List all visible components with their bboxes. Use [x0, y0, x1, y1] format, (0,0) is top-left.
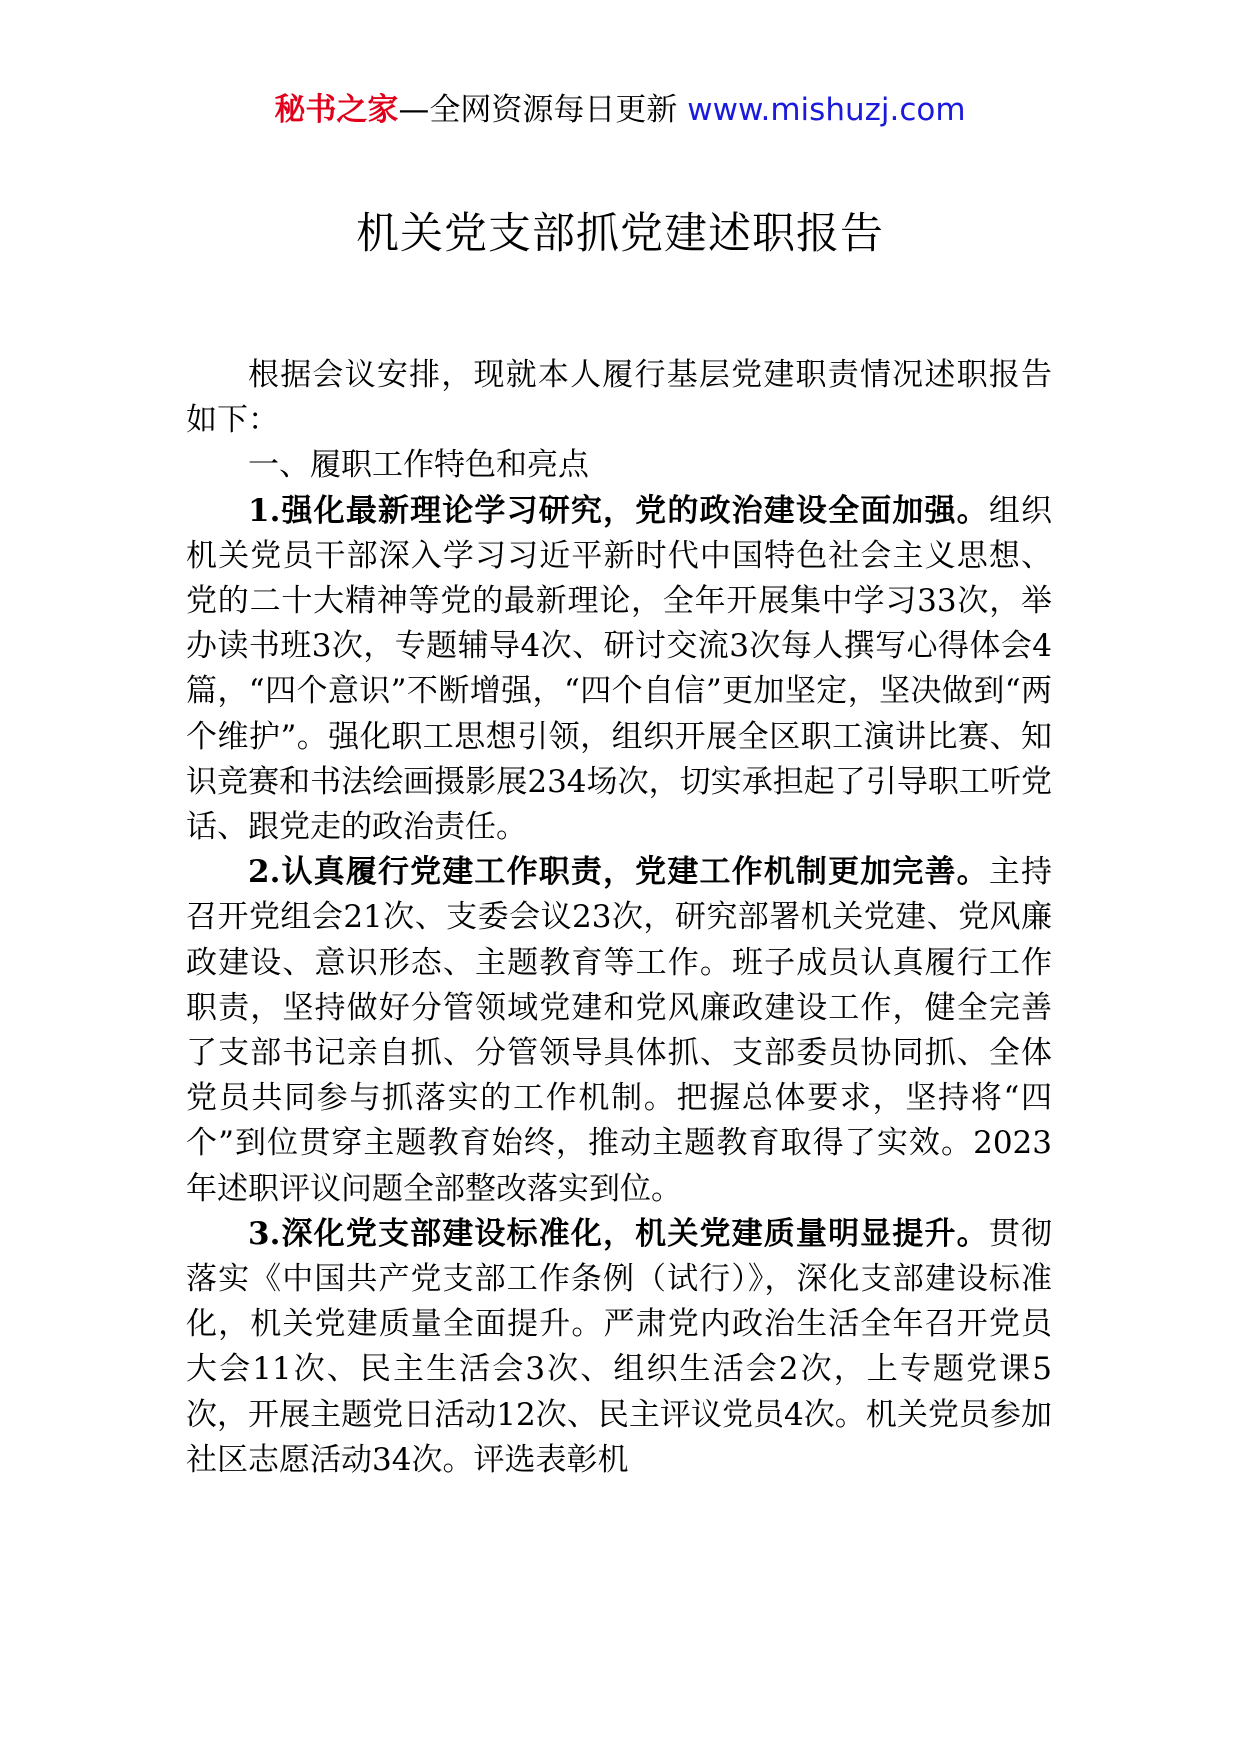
header-url-link[interactable]: www.mishuzj.com — [687, 92, 966, 128]
item-lead-1: 1.强化最新理论学习研究，党的政治建设全面加强。 — [248, 492, 989, 529]
item-lead-2: 2.认真履行党建工作职责，党建工作机制更加完善。 — [248, 854, 989, 891]
item-text-2: 主持召开党组会21次、支委会议23次，研究部署机关党建、党风廉政建设、意识形态、主题教育等工作。班子成员认真履行工作职责，坚持做好分管领域党建和党风廉政建设工作，健全完善了支部书记亲自抓、分管领导具体抓、支部委员协同抓、全体党员共同参与抓落实的工作机制。把握总体要求，坚持将“四个”到位贯穿主题教育始终，推动主题教育取得了实效。2023年述职评议问题全部整改落实到位。 — [186, 854, 1052, 1207]
item-paragraph-2 — [186, 850, 1052, 1212]
document-title: 机关党支部抓党建述职报告 — [356, 209, 884, 259]
document-body — [186, 353, 1052, 1483]
section-heading: 一、履职工作特色和亮点 — [248, 447, 589, 484]
header-slogan: 全网资源每日更新 — [429, 92, 688, 128]
item-text-3: 贯彻落实《中国共产党支部工作条例（试行）》，深化支部建设标准化，机关党建质量全面提升。严肃党内政治生活全年召开党员大会11次、民主生活会3次、组织生活会2次，上专题党课5次，开展主题党日活动12次、民主评议党员4次。机关党员参加社区志愿活动34次。评选表彰机 — [186, 1215, 1052, 1478]
item-paragraph-3 — [186, 1212, 1052, 1483]
site-header-banner — [0, 88, 1240, 132]
header-dash: — — [398, 92, 430, 128]
item-paragraph-1 — [186, 489, 1052, 851]
item-text-1: 组织机关党员干部深入学习习近平新时代中国特色社会主义思想、党的二十大精神等党的最新理论，全年开展集中学习33次，举办读书班3次，专题辅导4次、研讨交流3次每人撰写心得体会4篇，“四个意识”不断增强，“四个自信”更加坚定，坚决做到“两个维护”。强化职工思想引领，组织开展全区职工演讲比赛、知识竞赛和书法绘画摄影展234场次，切实承担起了引导职工听党话、跟党走的政治责任。 — [186, 492, 1052, 846]
item-lead-3: 3.深化党支部建设标准化，机关党建质量明显提升。 — [248, 1215, 989, 1252]
brand-name: 秘书之家 — [274, 92, 399, 128]
intro-paragraph: 根据会议安排，现就本人履行基层党建职责情况述职报告如下： — [186, 357, 1052, 439]
